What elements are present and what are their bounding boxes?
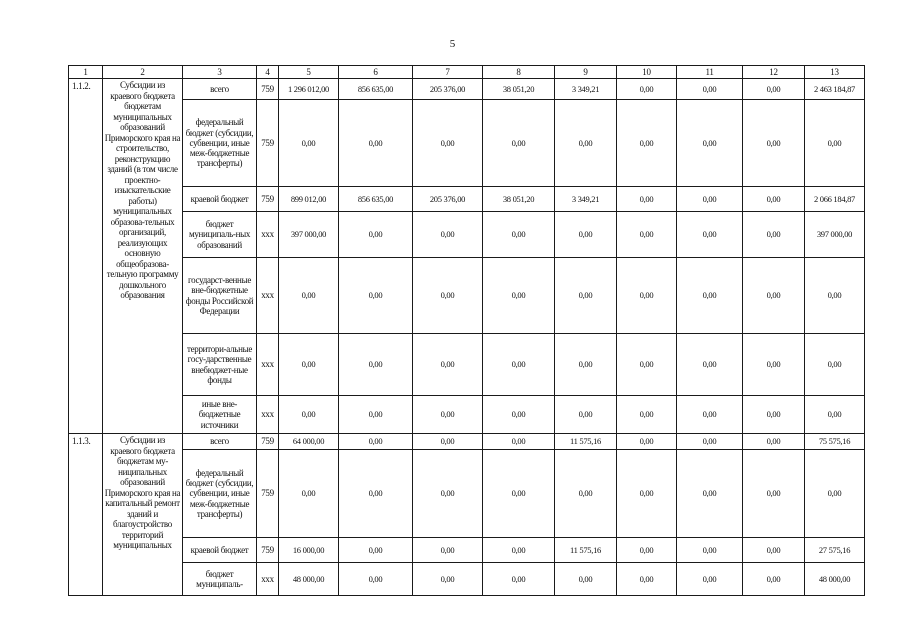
- value-cell: 0,00: [339, 212, 413, 258]
- value-cell: 856 635,00: [339, 187, 413, 212]
- value-cell: 0,00: [677, 79, 743, 100]
- table-row: [69, 100, 865, 187]
- value-cell: 0,00: [617, 187, 677, 212]
- value-cell: 0,00: [677, 563, 743, 596]
- item-name: Субсидии из краевого бюджета бюджетам муниципальных образований Приморского края на строительство, реконструкцию зданий (в том числе проектно-изыскательские работы) муниципальных образова-тельных организаций, реализующих основную общеобразова-тельную программу дошкольного образования: [103, 79, 183, 434]
- value-cell: 397 000,00: [805, 212, 865, 258]
- source-cell: всего: [183, 79, 257, 100]
- value-cell: 0,00: [483, 334, 555, 396]
- value-cell: 0,00: [483, 434, 555, 450]
- value-cell: 0,00: [279, 396, 339, 434]
- code-cell: 759: [257, 100, 279, 187]
- value-cell: 48 000,00: [805, 563, 865, 596]
- header-cell: 9: [555, 66, 617, 79]
- value-cell: 0,00: [413, 450, 483, 538]
- value-cell: 0,00: [483, 538, 555, 563]
- value-cell: 0,00: [279, 334, 339, 396]
- value-cell: 0,00: [617, 79, 677, 100]
- value-cell: 27 575,16: [805, 538, 865, 563]
- value-cell: 0,00: [413, 396, 483, 434]
- value-cell: 0,00: [279, 258, 339, 334]
- value-cell: 0,00: [413, 538, 483, 563]
- value-cell: 0,00: [743, 396, 805, 434]
- budget-table: [68, 65, 865, 596]
- source-cell: государст-венные вне-бюджетные фонды Российской Федерации: [183, 258, 257, 334]
- code-cell: ххх: [257, 396, 279, 434]
- code-cell: ххх: [257, 334, 279, 396]
- header-cell: 1: [69, 66, 103, 79]
- table-row: [69, 450, 865, 538]
- value-cell: 0,00: [805, 450, 865, 538]
- value-cell: 0,00: [413, 563, 483, 596]
- header-cell: 2: [103, 66, 183, 79]
- item-code: 1.1.3.: [69, 434, 103, 596]
- value-cell: 16 000,00: [279, 538, 339, 563]
- value-cell: 0,00: [339, 450, 413, 538]
- value-cell: 2 066 184,87: [805, 187, 865, 212]
- value-cell: 0,00: [617, 100, 677, 187]
- value-cell: 0,00: [743, 538, 805, 563]
- value-cell: 0,00: [743, 79, 805, 100]
- value-cell: 0,00: [617, 450, 677, 538]
- value-cell: 0,00: [805, 100, 865, 187]
- value-cell: 0,00: [555, 396, 617, 434]
- value-cell: 0,00: [743, 563, 805, 596]
- value-cell: 0,00: [617, 334, 677, 396]
- value-cell: 0,00: [279, 100, 339, 187]
- value-cell: 0,00: [743, 100, 805, 187]
- value-cell: 0,00: [555, 212, 617, 258]
- value-cell: 0,00: [483, 212, 555, 258]
- source-cell: территори-альные госу-дарственные внебюджет-ные фонды: [183, 334, 257, 396]
- value-cell: 0,00: [555, 100, 617, 187]
- header-cell: 11: [677, 66, 743, 79]
- table-row: [69, 79, 865, 100]
- value-cell: 0,00: [743, 334, 805, 396]
- source-cell: федеральный бюджет (субсидии, субвенции, иные меж-бюджетные трансферты): [183, 450, 257, 538]
- value-cell: 0,00: [483, 450, 555, 538]
- value-cell: 1 296 012,00: [279, 79, 339, 100]
- header-cell: 10: [617, 66, 677, 79]
- header-cell: 3: [183, 66, 257, 79]
- value-cell: 0,00: [555, 258, 617, 334]
- table-row: [69, 563, 865, 596]
- value-cell: 0,00: [555, 450, 617, 538]
- value-cell: 0,00: [677, 334, 743, 396]
- value-cell: 0,00: [677, 212, 743, 258]
- source-cell: краевой бюджет: [183, 187, 257, 212]
- header-cell: 13: [805, 66, 865, 79]
- value-cell: 0,00: [413, 212, 483, 258]
- header-row: [69, 66, 865, 79]
- value-cell: 0,00: [677, 187, 743, 212]
- value-cell: 38 051,20: [483, 187, 555, 212]
- value-cell: 38 051,20: [483, 79, 555, 100]
- code-cell: 759: [257, 538, 279, 563]
- value-cell: 75 575,16: [805, 434, 865, 450]
- value-cell: 0,00: [805, 396, 865, 434]
- value-cell: 0,00: [677, 100, 743, 187]
- header-cell: 6: [339, 66, 413, 79]
- item-name: Субсидии из краевого бюджета бюджетам му-ниципальных образований Приморского края на капитальный ремонт зданий и благоустройство территорий муниципальных: [103, 434, 183, 596]
- value-cell: 205 376,00: [413, 187, 483, 212]
- header-cell: 12: [743, 66, 805, 79]
- value-cell: 0,00: [805, 334, 865, 396]
- value-cell: 0,00: [743, 434, 805, 450]
- header-cell: 7: [413, 66, 483, 79]
- value-cell: 0,00: [617, 396, 677, 434]
- table-row: [69, 212, 865, 258]
- table-row: [69, 538, 865, 563]
- value-cell: 11 575,16: [555, 538, 617, 563]
- table-row: [69, 187, 865, 212]
- code-cell: 759: [257, 434, 279, 450]
- value-cell: 0,00: [677, 258, 743, 334]
- value-cell: 0,00: [743, 187, 805, 212]
- value-cell: 0,00: [483, 563, 555, 596]
- source-cell: иные вне-бюджетные источники: [183, 396, 257, 434]
- value-cell: 0,00: [617, 212, 677, 258]
- header-cell: 5: [279, 66, 339, 79]
- item-code: 1.1.2.: [69, 79, 103, 434]
- header-cell: 4: [257, 66, 279, 79]
- value-cell: 0,00: [555, 334, 617, 396]
- value-cell: 0,00: [339, 563, 413, 596]
- value-cell: 0,00: [805, 258, 865, 334]
- value-cell: 0,00: [483, 396, 555, 434]
- value-cell: 205 376,00: [413, 79, 483, 100]
- value-cell: 0,00: [617, 563, 677, 596]
- source-cell: бюджет муниципаль-ных образований: [183, 212, 257, 258]
- source-cell: бюджет муниципаль-: [183, 563, 257, 596]
- value-cell: 0,00: [677, 538, 743, 563]
- value-cell: 0,00: [617, 434, 677, 450]
- value-cell: 2 463 184,87: [805, 79, 865, 100]
- value-cell: 0,00: [677, 450, 743, 538]
- value-cell: 0,00: [617, 258, 677, 334]
- table-row: [69, 396, 865, 434]
- code-cell: ххх: [257, 212, 279, 258]
- value-cell: 0,00: [677, 396, 743, 434]
- value-cell: 0,00: [339, 258, 413, 334]
- value-cell: 3 349,21: [555, 187, 617, 212]
- code-cell: ххх: [257, 258, 279, 334]
- value-cell: 0,00: [339, 100, 413, 187]
- value-cell: 0,00: [339, 434, 413, 450]
- code-cell: 759: [257, 187, 279, 212]
- value-cell: 0,00: [339, 334, 413, 396]
- value-cell: 0,00: [413, 434, 483, 450]
- value-cell: 0,00: [617, 538, 677, 563]
- value-cell: 0,00: [483, 100, 555, 187]
- value-cell: 856 635,00: [339, 79, 413, 100]
- code-cell: 759: [257, 79, 279, 100]
- table-row: [69, 334, 865, 396]
- value-cell: 0,00: [743, 258, 805, 334]
- value-cell: 0,00: [677, 434, 743, 450]
- value-cell: 0,00: [339, 396, 413, 434]
- source-cell: всего: [183, 434, 257, 450]
- value-cell: 397 000,00: [279, 212, 339, 258]
- source-cell: федеральный бюджет (субсидии, субвенции, иные меж-бюджетные трансферты): [183, 100, 257, 187]
- value-cell: 0,00: [743, 212, 805, 258]
- value-cell: 48 000,00: [279, 563, 339, 596]
- value-cell: 0,00: [743, 450, 805, 538]
- page-number: 5: [449, 38, 456, 50]
- value-cell: 11 575,16: [555, 434, 617, 450]
- value-cell: 899 012,00: [279, 187, 339, 212]
- value-cell: 64 000,00: [279, 434, 339, 450]
- value-cell: 0,00: [413, 100, 483, 187]
- code-cell: ххх: [257, 563, 279, 596]
- table-row: [69, 434, 865, 450]
- value-cell: 0,00: [413, 334, 483, 396]
- code-cell: 759: [257, 450, 279, 538]
- table-row: [69, 258, 865, 334]
- value-cell: 0,00: [413, 258, 483, 334]
- header-cell: 8: [483, 66, 555, 79]
- value-cell: 0,00: [483, 258, 555, 334]
- value-cell: 0,00: [555, 563, 617, 596]
- source-cell: краевой бюджет: [183, 538, 257, 563]
- value-cell: 3 349,21: [555, 79, 617, 100]
- value-cell: 0,00: [339, 538, 413, 563]
- value-cell: 0,00: [279, 450, 339, 538]
